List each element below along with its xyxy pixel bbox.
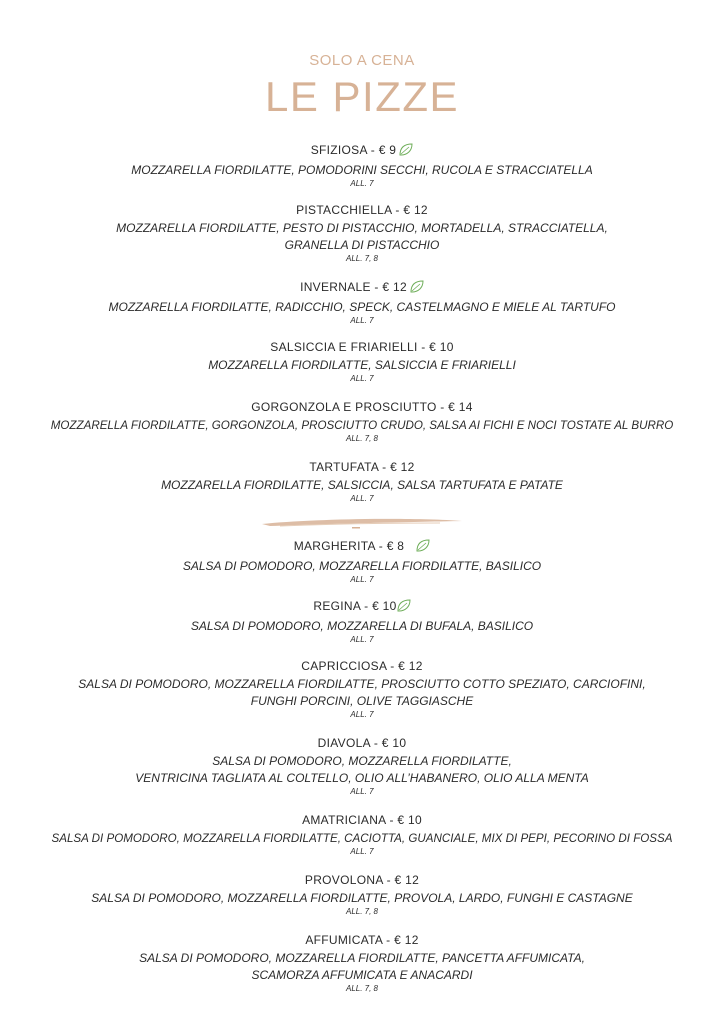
- item-name-text: SFIZIOSA - € 9: [310, 143, 397, 157]
- item-description: SALSA DI POMODORO, MOZZARELLA FIORDILATTE, PANCETTA AFFUMICATA, SCAMORZA AFFUMICATA E ANACARDI: [139, 951, 585, 982]
- menu-item: [0, 143, 724, 189]
- item-name: [0, 599, 724, 616]
- menu-item: [0, 873, 724, 917]
- item-allergens: ALL. 7: [350, 710, 374, 719]
- leaf-icon: [410, 280, 424, 297]
- item-allergens: ALL. 7, 8: [345, 254, 379, 263]
- item-allergens: ALL. 7: [350, 575, 374, 584]
- item-allergens: ALL. 7: [350, 847, 374, 856]
- item-name: AFFUMICATA - € 12: [305, 933, 419, 947]
- item-name: TARTUFATA - € 12: [309, 460, 415, 474]
- menu-item: [0, 539, 724, 585]
- item-name-text: REGINA - € 10: [313, 599, 397, 613]
- menu-item: [0, 340, 724, 384]
- menu-item: [0, 933, 724, 994]
- item-allergens: ALL. 7, 8: [345, 907, 379, 916]
- item-allergens: ALL. 7, 8: [345, 984, 379, 993]
- menu-item: [0, 280, 724, 326]
- item-name: [0, 143, 724, 160]
- item-description: MOZZARELLA FIORDILATTE, PESTO DI PISTACCHIO, MORTADELLA, STRACCIATELLA, GRANELLA DI PISTACCHIO: [116, 221, 608, 252]
- item-name: PROVOLONA - € 12: [304, 873, 420, 887]
- brush-divider: [260, 513, 464, 531]
- item-name: SALSICCIA E FRIARIELLI - € 10: [270, 340, 454, 354]
- item-description: SALSA DI POMODORO, MOZZARELLA FIORDILATTE, VENTRICINA TAGLIATA AL COLTELLO, OLIO ALL’HABANERO, OLIO ALLA MENTA: [135, 754, 589, 785]
- menu-item: [0, 400, 724, 444]
- item-allergens: ALL. 7: [350, 316, 374, 325]
- leaf-icon: [399, 143, 413, 160]
- item-name-text: MARGHERITA - € 8: [293, 539, 405, 553]
- item-description: MOZZARELLA FIORDILATTE, SALSICCIA E FRIARIELLI: [208, 358, 516, 372]
- item-description: MOZZARELLA FIORDILATTE, GORGONZOLA, PROSCIUTTO CRUDO, SALSA AI FICHI E NOCI TOSTATE AL BURRO: [50, 419, 674, 432]
- item-description: SALSA DI POMODORO, MOZZARELLA FIORDILATTE, BASILICO: [182, 559, 542, 573]
- item-name: PISTACCHIELLA - € 12: [296, 203, 428, 217]
- item-description: MOZZARELLA FIORDILATTE, POMODORINI SECCHI, RUCOLA E STRACCIATELLA: [131, 163, 593, 177]
- item-allergens: ALL. 7: [350, 179, 374, 188]
- item-description: SALSA DI POMODORO, MOZZARELLA FIORDILATTE, PROSCIUTTO COTTO SPEZIATO, CARCIOFINI, FUNGHI PORCINI, OLIVE TAGGIASCHE: [78, 677, 646, 708]
- menu-item: [0, 203, 724, 264]
- item-description: MOZZARELLA FIORDILATTE, SALSICCIA, SALSA TARTUFATA E PATATE: [161, 478, 563, 492]
- menu-subtitle: SOLO A CENA: [309, 52, 415, 69]
- item-description: SALSA DI POMODORO, MOZZARELLA FIORDILATTE, CACIOTTA, GUANCIALE, MIX DI PEPI, PECORINO DI FOSSA: [51, 832, 673, 845]
- item-allergens: ALL. 7: [350, 635, 374, 644]
- menu-item: [0, 599, 724, 645]
- item-name: [0, 280, 724, 297]
- menu-item: [0, 813, 724, 857]
- item-allergens: ALL. 7: [350, 787, 374, 796]
- leaf-icon: [397, 599, 411, 616]
- menu-item: [0, 460, 724, 504]
- menu-item: [0, 659, 724, 720]
- item-description: MOZZARELLA FIORDILATTE, RADICCHIO, SPECK, CASTELMAGNO E MIELE AL TARTUFO: [108, 300, 616, 314]
- item-allergens: ALL. 7: [350, 374, 374, 383]
- leaf-icon: [416, 539, 430, 556]
- item-name: [0, 539, 724, 556]
- item-name: CAPRICCIOSA - € 12: [301, 659, 423, 673]
- menu-title: LE PIZZE: [264, 73, 460, 120]
- item-description: SALSA DI POMODORO, MOZZARELLA DI BUFALA, BASILICO: [190, 619, 534, 633]
- item-name: GORGONZOLA E PROSCIUTTO - € 14: [251, 400, 473, 414]
- item-description: SALSA DI POMODORO, MOZZARELLA FIORDILATTE, PROVOLA, LARDO, FUNGHI E CASTAGNE: [91, 891, 633, 905]
- menu-item: [0, 736, 724, 797]
- item-allergens: ALL. 7, 8: [345, 434, 379, 443]
- item-name: DIAVOLA - € 10: [317, 736, 407, 750]
- item-allergens: ALL. 7: [350, 494, 374, 503]
- item-name-text: INVERNALE - € 12: [300, 280, 407, 294]
- item-name: AMATRICIANA - € 10: [302, 813, 422, 827]
